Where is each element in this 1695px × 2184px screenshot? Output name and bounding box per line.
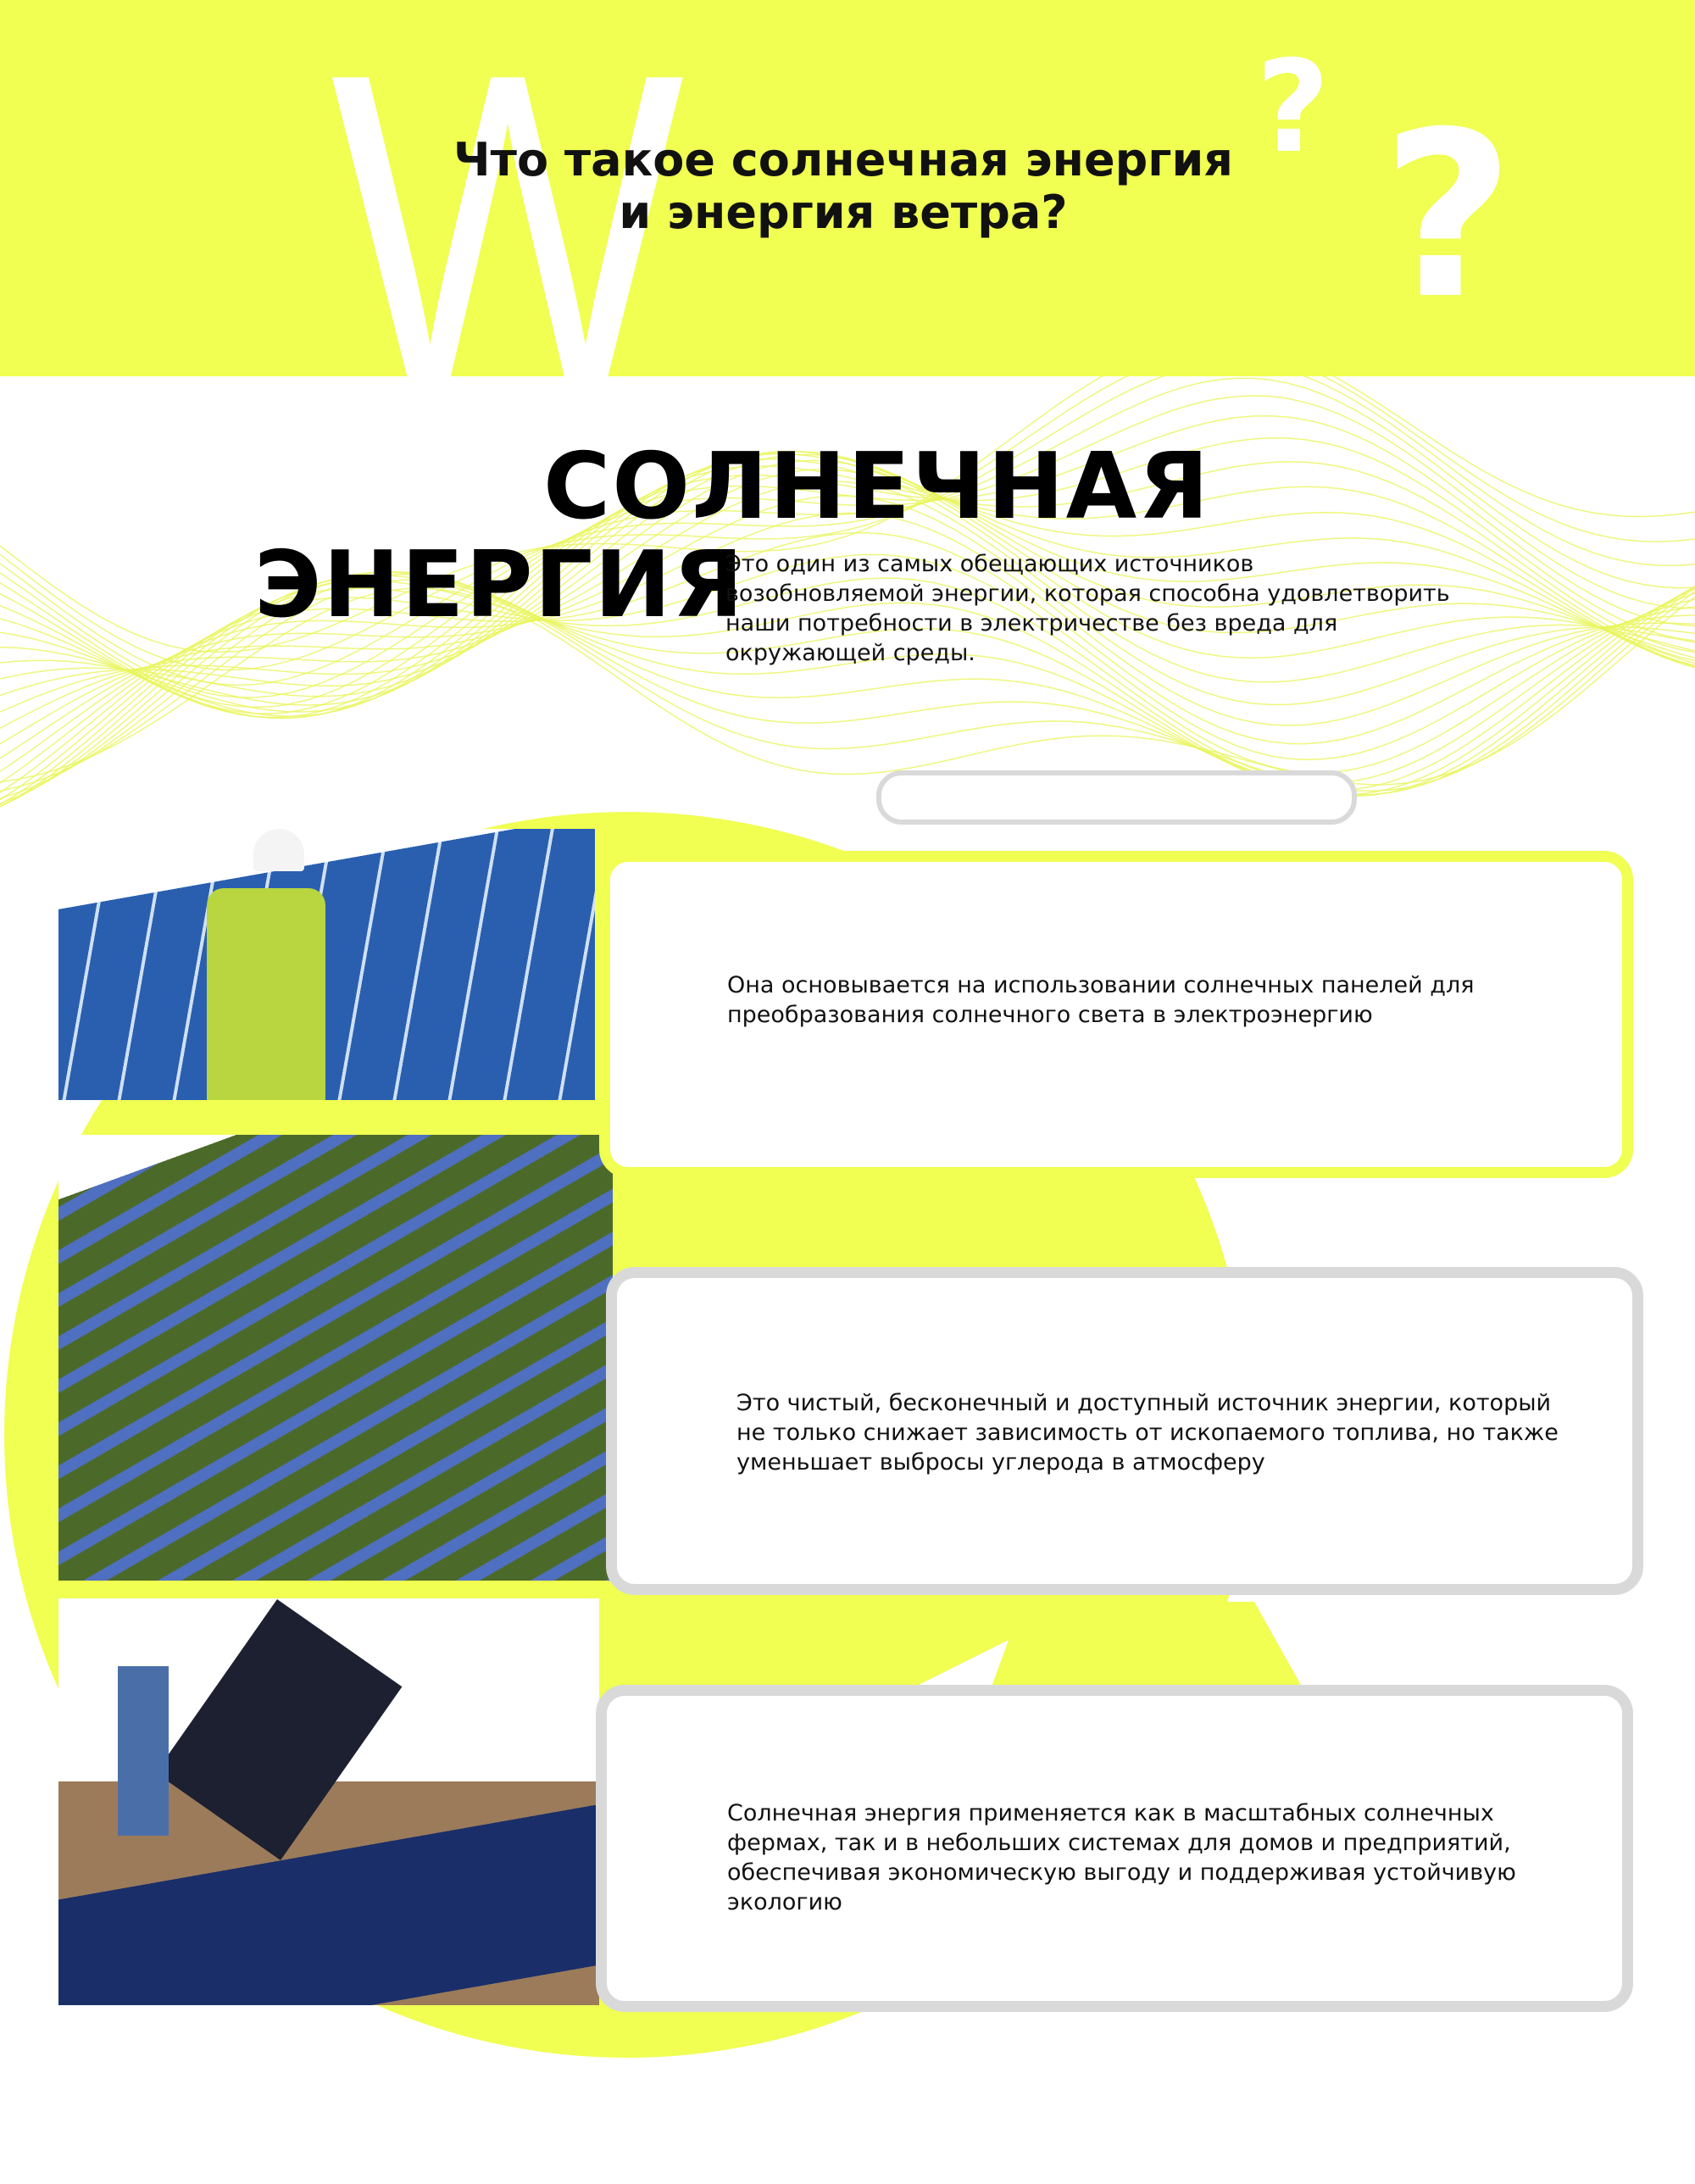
photo-roof-panel-install bbox=[58, 1598, 599, 2005]
photo-worker-solar-panels bbox=[58, 829, 595, 1100]
info-card-1-text: Она основывается на использовании солнечных панелей для преобразования солнечного света в электроэнергию bbox=[727, 972, 1475, 1028]
title-line-1: Что такое солнечная энергия bbox=[453, 133, 1233, 186]
info-card-3-text: Солнечная энергия применяется как в масштабных солнечных фермах, так и в небольших системах для домов и предприятий, обеспечивая экономическую выгоду и поддерживая устойчивую экологию bbox=[727, 1800, 1516, 1915]
info-card-2-text: Это чистый, бесконечный и доступный источник энергии, который не только снижает зависимость от ископаемого топлива, но также уменьшает выбросы углерода в атмосферу bbox=[736, 1390, 1559, 1475]
photo-solar-farm-field bbox=[58, 1135, 613, 1581]
question-mark-small: ? bbox=[1256, 34, 1331, 181]
question-mark-large: ? bbox=[1381, 82, 1514, 349]
title-line-2: и энергия ветра? bbox=[619, 186, 1068, 239]
section-heading-line-1: СОЛНЕЧНАЯ bbox=[543, 434, 1211, 540]
empty-pill-shape bbox=[876, 770, 1357, 825]
decorative-letter-w: W bbox=[331, 0, 685, 475]
section-intro-text: Это один из самых обещающих источников возобновляемой энергии, которая способна удовлетворить наши потребности в электричестве без вреда для окружающей среды. bbox=[725, 551, 1450, 666]
section-heading-line-2: ЭНЕРГИЯ bbox=[254, 532, 745, 638]
